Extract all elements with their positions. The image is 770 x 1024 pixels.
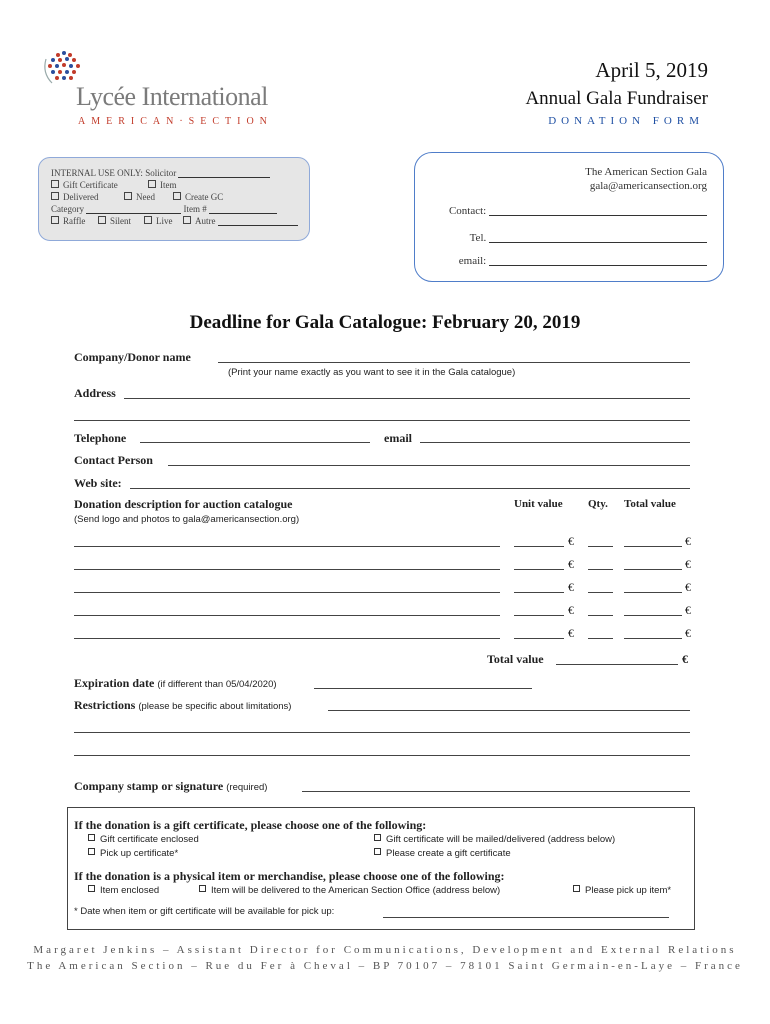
restrictions-note: (please be specific about limitations) — [138, 701, 292, 712]
restrictions-field[interactable] — [328, 710, 690, 711]
restrictions-label: Restrictions — [74, 698, 136, 712]
send-logo-note: (Send logo and photos to gala@americansection.org) — [74, 514, 300, 525]
telephone-field[interactable] — [140, 442, 370, 443]
footer-line-1: Margaret Jenkins – Assistant Director for Communications, Development and External Relations — [33, 944, 737, 956]
header-title: Annual Gala Fundraiser — [525, 88, 708, 109]
unit-euro-sign: € — [568, 603, 574, 617]
option-label: Item will be delivered to the American Section Office (address below) — [211, 885, 501, 896]
category-label: Category — [51, 204, 84, 214]
autre-label: Autre — [195, 216, 216, 226]
qty-field[interactable] — [588, 546, 613, 547]
total-value-row-field[interactable] — [624, 638, 682, 639]
email-label: email: — [458, 255, 487, 267]
unit-value-field[interactable] — [514, 569, 564, 570]
stamp-note: (required) — [226, 782, 268, 793]
tel-field[interactable] — [489, 232, 707, 243]
logo-name: Lycée International — [76, 82, 268, 111]
total-euro-sign: € — [685, 580, 691, 594]
unit-euro-sign: € — [568, 557, 574, 571]
pickup-date-label: * Date when item or gift certificate will be available for pick up: — [74, 906, 335, 917]
qty-header: Qty. — [588, 498, 608, 510]
category-field[interactable] — [86, 203, 181, 214]
item-number-label: Item # — [183, 204, 207, 214]
donation-description-field[interactable] — [74, 546, 500, 547]
header-form-label: DONATION FORM — [548, 115, 704, 127]
need-label: Need — [136, 192, 155, 202]
option-gc-create[interactable] — [374, 848, 511, 859]
option-item-enclosed[interactable] — [88, 885, 159, 896]
delivered-label: Delivered — [63, 192, 99, 202]
header-date: April 5, 2019 — [595, 58, 708, 82]
silent-checkbox[interactable] — [98, 216, 106, 224]
live-checkbox[interactable] — [144, 216, 152, 224]
option-item-pickup[interactable] — [573, 885, 671, 896]
unit-value-field[interactable] — [514, 615, 564, 616]
total-euro-sign: € — [682, 652, 688, 666]
contact-field[interactable] — [489, 205, 707, 216]
qty-field[interactable] — [588, 638, 613, 639]
checkbox-icon — [88, 834, 95, 841]
item-checkbox[interactable] — [148, 180, 156, 188]
gift-certificate-label: Gift Certificate — [63, 180, 118, 190]
pickup-date-field[interactable] — [383, 917, 669, 918]
contact-label: Contact: — [448, 205, 487, 217]
donor-name-label: Company/Donor name — [74, 350, 191, 364]
address-field[interactable] — [124, 398, 690, 399]
donation-description-field[interactable] — [74, 638, 500, 639]
internal-use-box — [38, 157, 310, 241]
raffle-checkbox[interactable] — [51, 216, 59, 224]
checkbox-icon — [88, 885, 95, 892]
expiration-field[interactable] — [314, 688, 532, 689]
unit-euro-sign: € — [568, 580, 574, 594]
option-label: Item enclosed — [100, 885, 160, 896]
donation-description-field[interactable] — [74, 569, 500, 570]
physical-item-heading: If the donation is a physical item or merchandise, please choose one of the following: — [74, 869, 505, 883]
website-label: Web site: — [74, 476, 122, 490]
autre-field[interactable] — [218, 215, 298, 226]
autre-checkbox[interactable] — [183, 216, 191, 224]
total-value-row-field[interactable] — [624, 569, 682, 570]
option-label: Gift certificate enclosed — [100, 834, 199, 845]
unit-value-field[interactable] — [514, 546, 564, 547]
need-checkbox[interactable] — [124, 192, 132, 200]
total-value-field[interactable] — [556, 664, 678, 665]
checkbox-icon — [374, 834, 381, 841]
option-gc-mailed[interactable] — [374, 834, 615, 845]
option-label: Please create a gift certificate — [386, 848, 511, 859]
checkbox-icon — [88, 848, 95, 855]
unit-euro-sign: € — [568, 626, 574, 640]
email-field[interactable] — [489, 255, 707, 266]
total-value-row-field[interactable] — [624, 615, 682, 616]
unit-euro-sign: € — [568, 534, 574, 548]
donation-description-field[interactable] — [74, 592, 500, 593]
address-field-line2[interactable] — [74, 420, 690, 421]
solicitor-field[interactable] — [178, 167, 270, 178]
solicitor-label: Solicitor — [145, 168, 177, 178]
expiration-note: (if different than 05/04/2020) — [157, 679, 277, 690]
qty-field[interactable] — [588, 615, 613, 616]
contact-box — [414, 152, 724, 282]
raffle-label: Raffle — [63, 216, 86, 226]
option-item-delivered[interactable] — [199, 885, 500, 896]
option-label: Please pick up item* — [585, 885, 672, 896]
checkbox-icon — [573, 885, 580, 892]
form-email-label: email — [384, 431, 412, 445]
contact-person-label: Contact Person — [74, 453, 153, 467]
total-value-label: Total value — [487, 652, 544, 666]
delivered-checkbox[interactable] — [51, 192, 59, 200]
total-euro-sign: € — [685, 626, 691, 640]
checkbox-icon — [374, 848, 381, 855]
total-value-row-field[interactable] — [624, 546, 682, 547]
stamp-label: Company stamp or signature — [74, 779, 224, 793]
print-note: (Print your name exactly as you want to see it in the Gala catalogue) — [228, 367, 516, 378]
option-gc-pickup[interactable] — [88, 848, 178, 859]
option-label: Gift certificate will be mailed/delivered (address below) — [386, 834, 616, 845]
create-gc-checkbox[interactable] — [173, 192, 181, 200]
total-euro-sign: € — [685, 603, 691, 617]
contact-org: The American Section Gala — [585, 166, 707, 178]
donation-description-field[interactable] — [74, 615, 500, 616]
telephone-label: Telephone — [74, 431, 127, 445]
total-euro-sign: € — [685, 557, 691, 571]
form-email-field[interactable] — [420, 442, 690, 443]
option-gc-enclosed[interactable] — [88, 834, 199, 845]
item-number-field[interactable] — [209, 203, 277, 214]
silent-label: Silent — [110, 216, 132, 226]
website-field[interactable] — [130, 488, 690, 489]
contact-email-address: gala@americansection.org — [589, 180, 707, 192]
gift-certificate-heading: If the donation is a gift certificate, please choose one of the following: — [74, 818, 427, 832]
logo-subtitle: AMERICAN·SECTION — [78, 116, 273, 127]
stamp-field[interactable] — [302, 791, 690, 792]
unit-value-field[interactable] — [514, 592, 564, 593]
restrictions-field-line2[interactable] — [74, 732, 690, 733]
donation-description-label: Donation description for auction catalogue — [74, 497, 293, 511]
gift-options-box — [67, 807, 695, 930]
donor-name-field[interactable] — [218, 362, 690, 363]
live-label: Live — [156, 216, 173, 226]
item-label: Item — [160, 180, 177, 190]
restrictions-field-line3[interactable] — [74, 755, 690, 756]
create-gc-label: Create GC — [185, 192, 224, 202]
expiration-label: Expiration date — [74, 676, 155, 690]
contact-person-field[interactable] — [168, 465, 690, 466]
unit-value-field[interactable] — [514, 638, 564, 639]
total-value-row-field[interactable] — [624, 592, 682, 593]
option-label: Pick up certificate* — [100, 848, 179, 859]
footer-line-2: The American Section – Rue du Fer à Cheval – BP 70107 – 78101 Saint Germain-en-Laye – France — [27, 960, 743, 972]
checkbox-icon — [199, 885, 206, 892]
qty-field[interactable] — [588, 569, 613, 570]
total-euro-sign: € — [685, 534, 691, 548]
qty-field[interactable] — [588, 592, 613, 593]
address-label: Address — [74, 386, 116, 400]
deadline-title: Deadline for Gala Catalogue: February 20, 2019 — [189, 312, 581, 333]
total-value-header: Total value — [624, 498, 676, 510]
gift-certificate-checkbox[interactable] — [51, 180, 59, 188]
unit-value-header: Unit value — [514, 498, 563, 510]
tel-label: Tel. — [469, 232, 487, 244]
internal-heading: INTERNAL USE ONLY: — [51, 168, 143, 178]
